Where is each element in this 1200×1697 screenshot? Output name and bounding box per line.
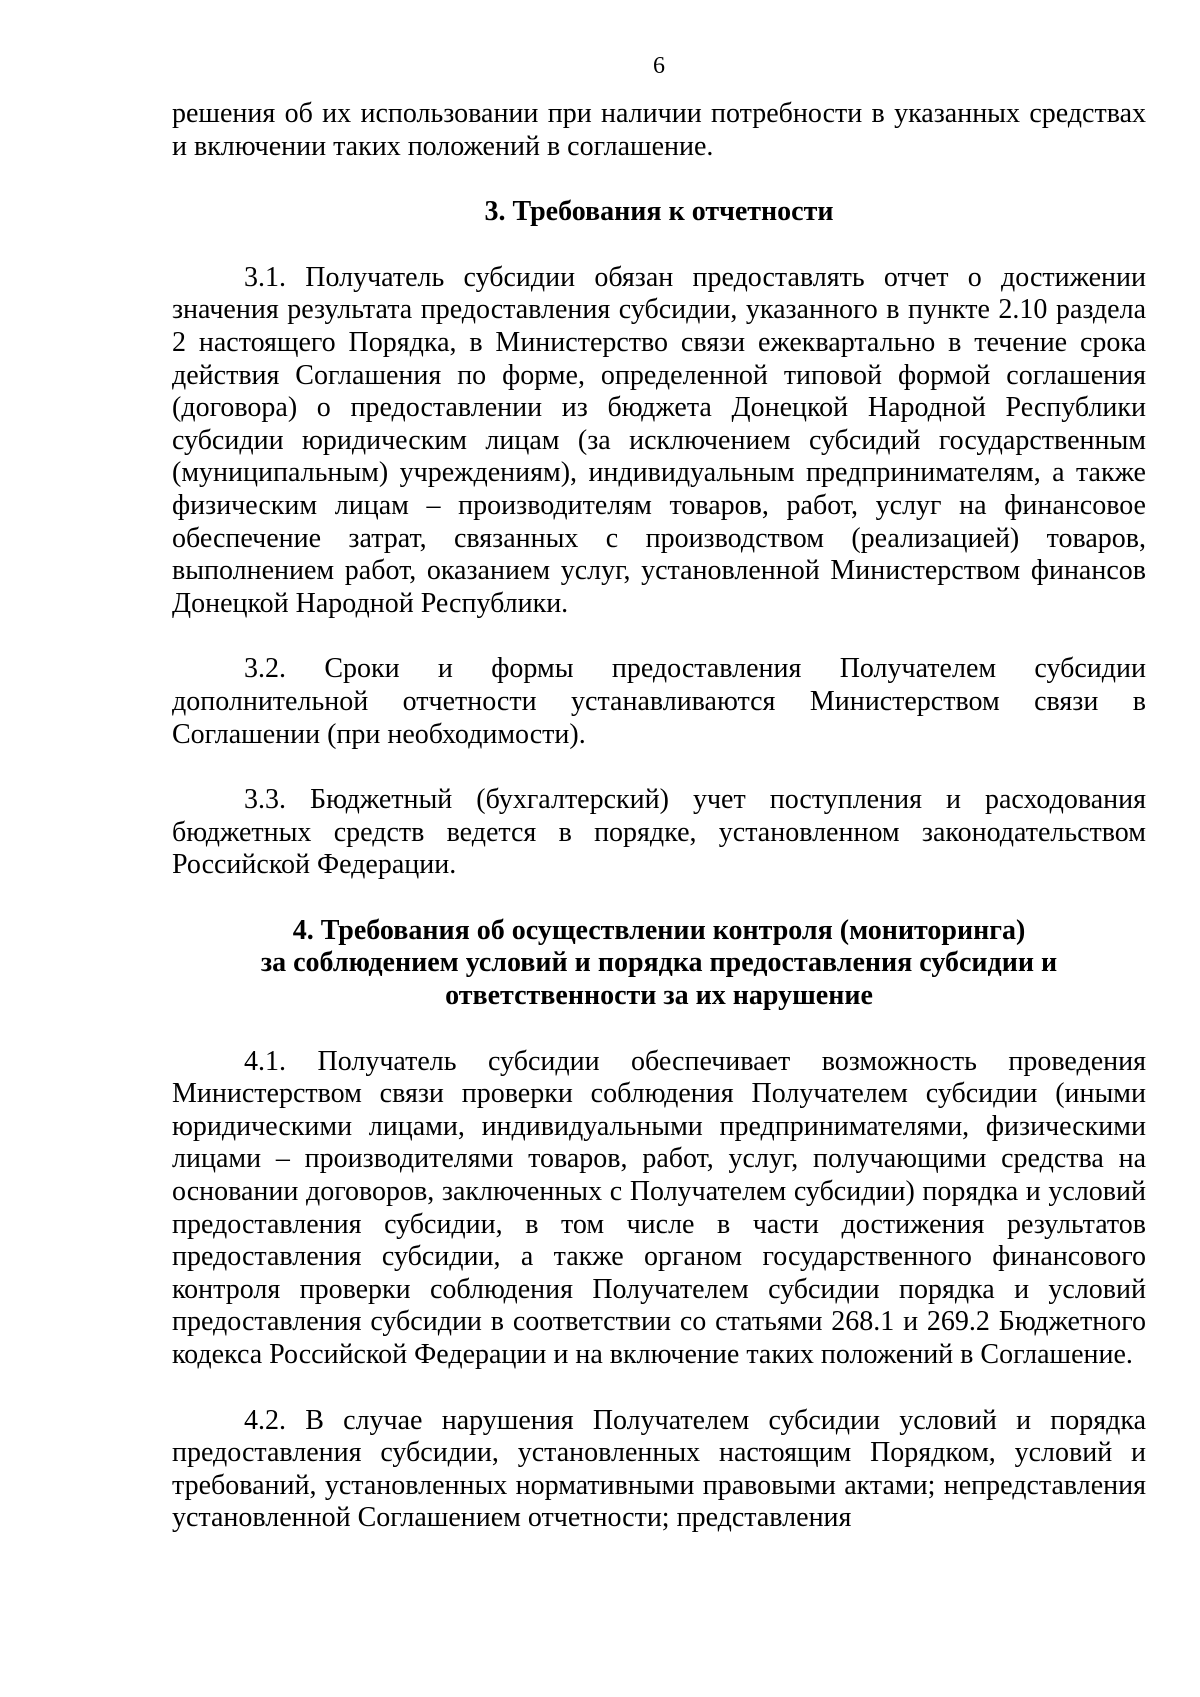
section-4-heading-line-1: 4. Требования об осуществлении контроля (мониторинга)	[292, 914, 1026, 946]
paragraph-3-2: 3.2. Сроки и формы предоставления Получателем субсидии дополнительной отчетности устанавливаются Министерством связи в Соглашении (при необходимости).	[172, 653, 1146, 750]
document-page	[172, 52, 1146, 1535]
paragraph-4-1: 4.1. Получатель субсидии обеспечивает возможность проведения Министерством связи проверки соблюдения Получателем субсидии (иными юридическими лицами, индивидуальными предпринимателями, физическими лицами – производителями товаров, работ, услуг, получающими средства на основании договоров, заключенных с Получателем субсидии) порядка и условий предоставления субсидии, в том числе в части достижения результатов предоставления субсидии, а также органом государственного финансового контроля проверки соблюдения Получателем субсидии порядка и условий предоставления субсидии в соответствии со статьями 268.1 и 269.2 Бюджетного кодекса Российской Федерации и на включение таких положений в Соглашение.	[172, 1045, 1146, 1370]
intro-paragraph: решения об их использовании при наличии потребности в указанных средствах и включении таких положений в соглашение.	[172, 98, 1146, 162]
section-4-heading-line-3: ответственности за их нарушение	[445, 980, 873, 1012]
section-4-heading	[172, 915, 1146, 1013]
page-number: 6	[653, 53, 665, 79]
section-4-heading-line-2: за соблюдением условий и порядка предоставления субсидии и	[260, 947, 1058, 979]
paragraph-4-2: 4.2. В случае нарушения Получателем субсидии условий и порядка предоставления субсидии, установленных настоящим Порядком, условий и требований, установленных нормативными правовыми актами; непредставления установленной Соглашением отчетности; представления	[172, 1404, 1146, 1534]
paragraph-3-1: 3.1. Получатель субсидии обязан предоставлять отчет о достижении значения результата предоставления субсидии, указанного в пункте 2.10 раздела 2 настоящего Порядка, в Министерство связи ежеквартально в течение срока действия Соглашения по форме, определенной типовой формой соглашения (договора) о предоставлении из бюджета Донецкой Народной Республики субсидии юридическим лицам (за исключением субсидий государственным (муниципальным) учреждениям), индивидуальным предпринимателям, а также физическим лицам – производителям товаров, работ, услуг на финансовое обеспечение затрат, связанных с производством (реализацией) товаров, выполнением работ, оказанием услуг, установленной Министерством финансов Донецкой Народной Республики.	[172, 261, 1146, 619]
section-3-heading: 3. Требования к отчетности	[484, 196, 834, 228]
paragraph-3-3: 3.3. Бюджетный (бухгалтерский) учет поступления и расходования бюджетных средств ведется в порядке, установленном законодательством Российской Федерации.	[172, 784, 1146, 881]
